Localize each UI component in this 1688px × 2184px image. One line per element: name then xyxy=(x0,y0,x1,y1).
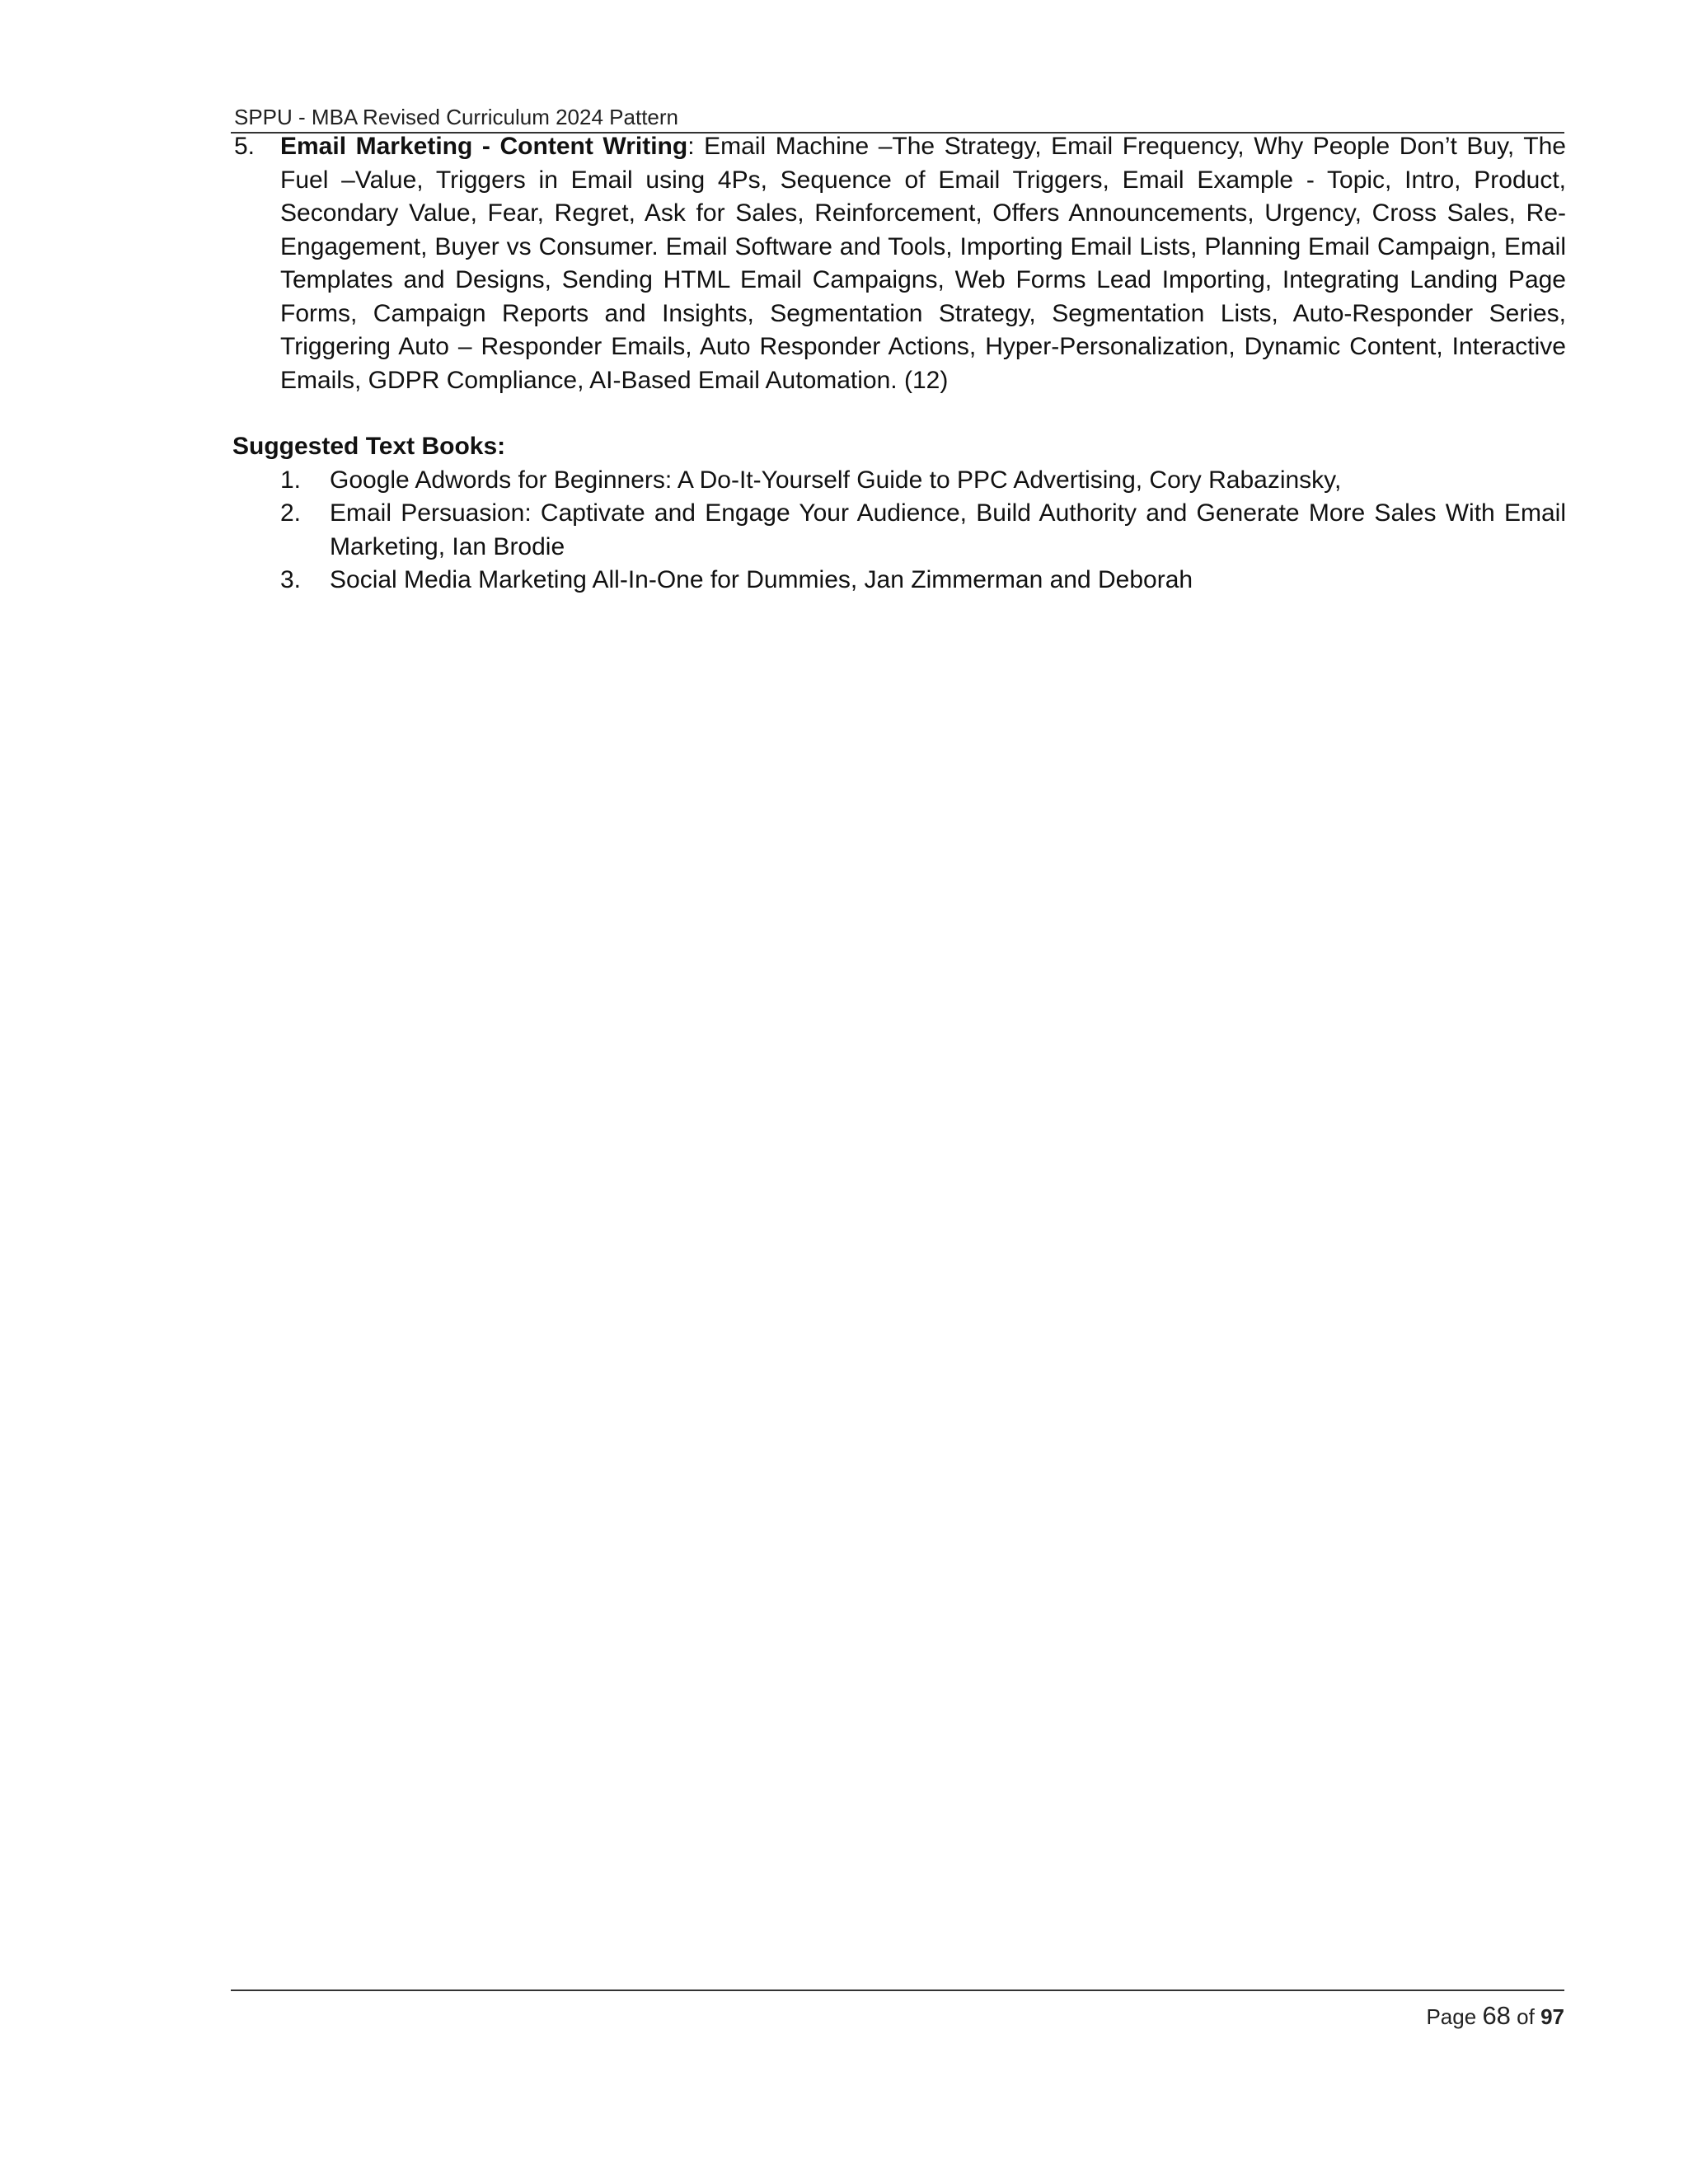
header-title: SPPU - MBA Revised Curriculum 2024 Pattern xyxy=(234,105,678,129)
page-footer xyxy=(1426,2001,1564,2032)
page-word: Page xyxy=(1426,2004,1477,2029)
footer-rule xyxy=(231,1990,1564,1991)
book-item xyxy=(231,464,1566,498)
book-item xyxy=(231,564,1566,598)
book-text: Email Persuasion: Captivate and Engage Your Audience, Build Authority and Generate More Sales With Email Marketing, Ian Brodie xyxy=(330,499,1566,560)
of-word: of xyxy=(1517,2004,1535,2029)
page-content xyxy=(231,130,1566,598)
unit-heading: Email Marketing - Content Writing xyxy=(280,133,688,160)
book-number: 2. xyxy=(280,499,302,527)
book-number: 1. xyxy=(280,466,302,494)
unit-number: 5. xyxy=(234,133,256,160)
current-page-number: 68 xyxy=(1482,2001,1511,2030)
unit-5 xyxy=(231,130,1566,397)
book-number: 3. xyxy=(280,566,302,593)
unit-body: : Email Machine –The Strategy, Email Frequency, Why People Don’t Buy, The Fuel –Value, Triggers in Email using 4Ps, Sequence of Email Triggers, Email Example - Topic, Intro, Product, Secondary Value, Fear, Regret, Ask for Sales, Reinforcement, Offers Announcements, Urgency, Cross Sales, Re-Engagement, Buyer vs Consumer. Email Software and Tools, Importing Email Lists, Planning Email Campaign, Email Templates and Designs, Sending HTML Email Campaigns, Web Forms Lead Importing, Integrating Landing Page Forms, Campaign Reports and Insights, Segmentation Strategy, Segmentation Lists, Auto-Responder Series, Triggering Auto – Responder Emails, Auto Responder Actions, Hyper-Personalization, Dynamic Content, Interactive Emails, GDPR Compliance, AI-Based Email Automation. (12) xyxy=(280,133,1566,394)
books-list xyxy=(231,464,1566,598)
total-pages-number: 97 xyxy=(1540,2004,1564,2029)
book-item xyxy=(231,497,1566,564)
page-header xyxy=(231,99,1564,134)
unit-text xyxy=(280,133,1566,394)
books-heading: Suggested Text Books: xyxy=(232,433,506,460)
book-text: Google Adwords for Beginners: A Do-It-Yourself Guide to PPC Advertising, Cory Rabazinsky, xyxy=(330,466,1342,494)
book-text: Social Media Marketing All-In-One for Dummies, Jan Zimmerman and Deborah xyxy=(330,566,1193,593)
